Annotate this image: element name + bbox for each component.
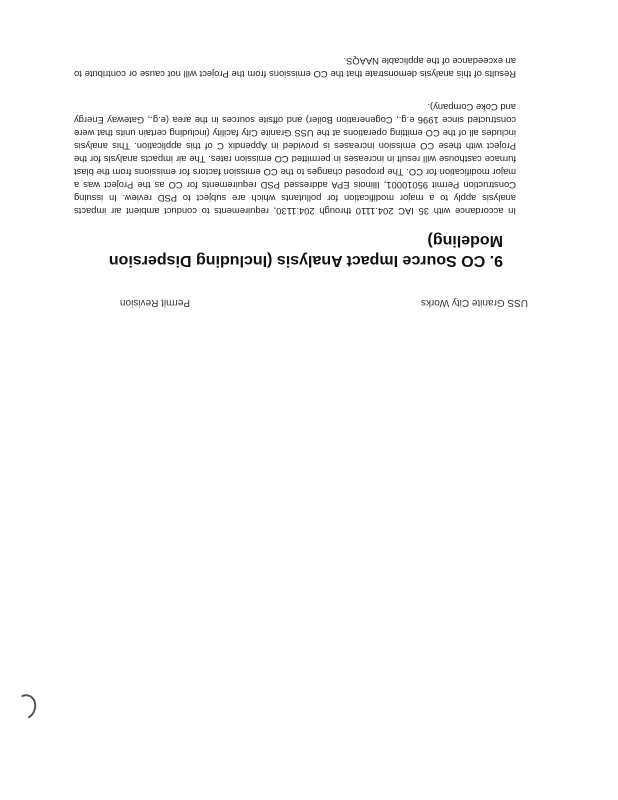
conclusion-paragraph: Results of this analysis demonstrate that the CO emissions from the Project will not cause or contribute to an exceedance of the applicable NAAQS.	[74, 56, 516, 80]
footer-permit-revision: Permit Revision	[119, 297, 190, 308]
section-heading: 9. CO Source Impact Analysis (Including Dispersion Modeling)	[108, 232, 503, 269]
scan-mark	[10, 691, 40, 723]
footer-facility-name: USS Granite City Works	[420, 297, 528, 308]
body-paragraph: In accordance with 35 IAC 204.1110 through 204.1130, requirements to conduct ambient air impacts analysis apply to a major modification for pollutants which are subject to PSD review. In issuing Construction Permit 95010001, Illinois EPA addressed PSD requirements for CO as the Project was a major modification for CO. The proposed changes to the CO emission factors for emissions from the blast furnace casthouse will result in increases in permitted CO emission rates. The air impacts analysis for the Project with these CO emission increases is provided in Appendix C of this application. This analysis includes all of the CO emitting operations at the USS Granite City facility (including certain units that were constructed since 1996 e.g., Cogeneration Boiler) and offsite sources in the area (e.g., Gateway Energy and Coke Company).	[74, 102, 516, 217]
